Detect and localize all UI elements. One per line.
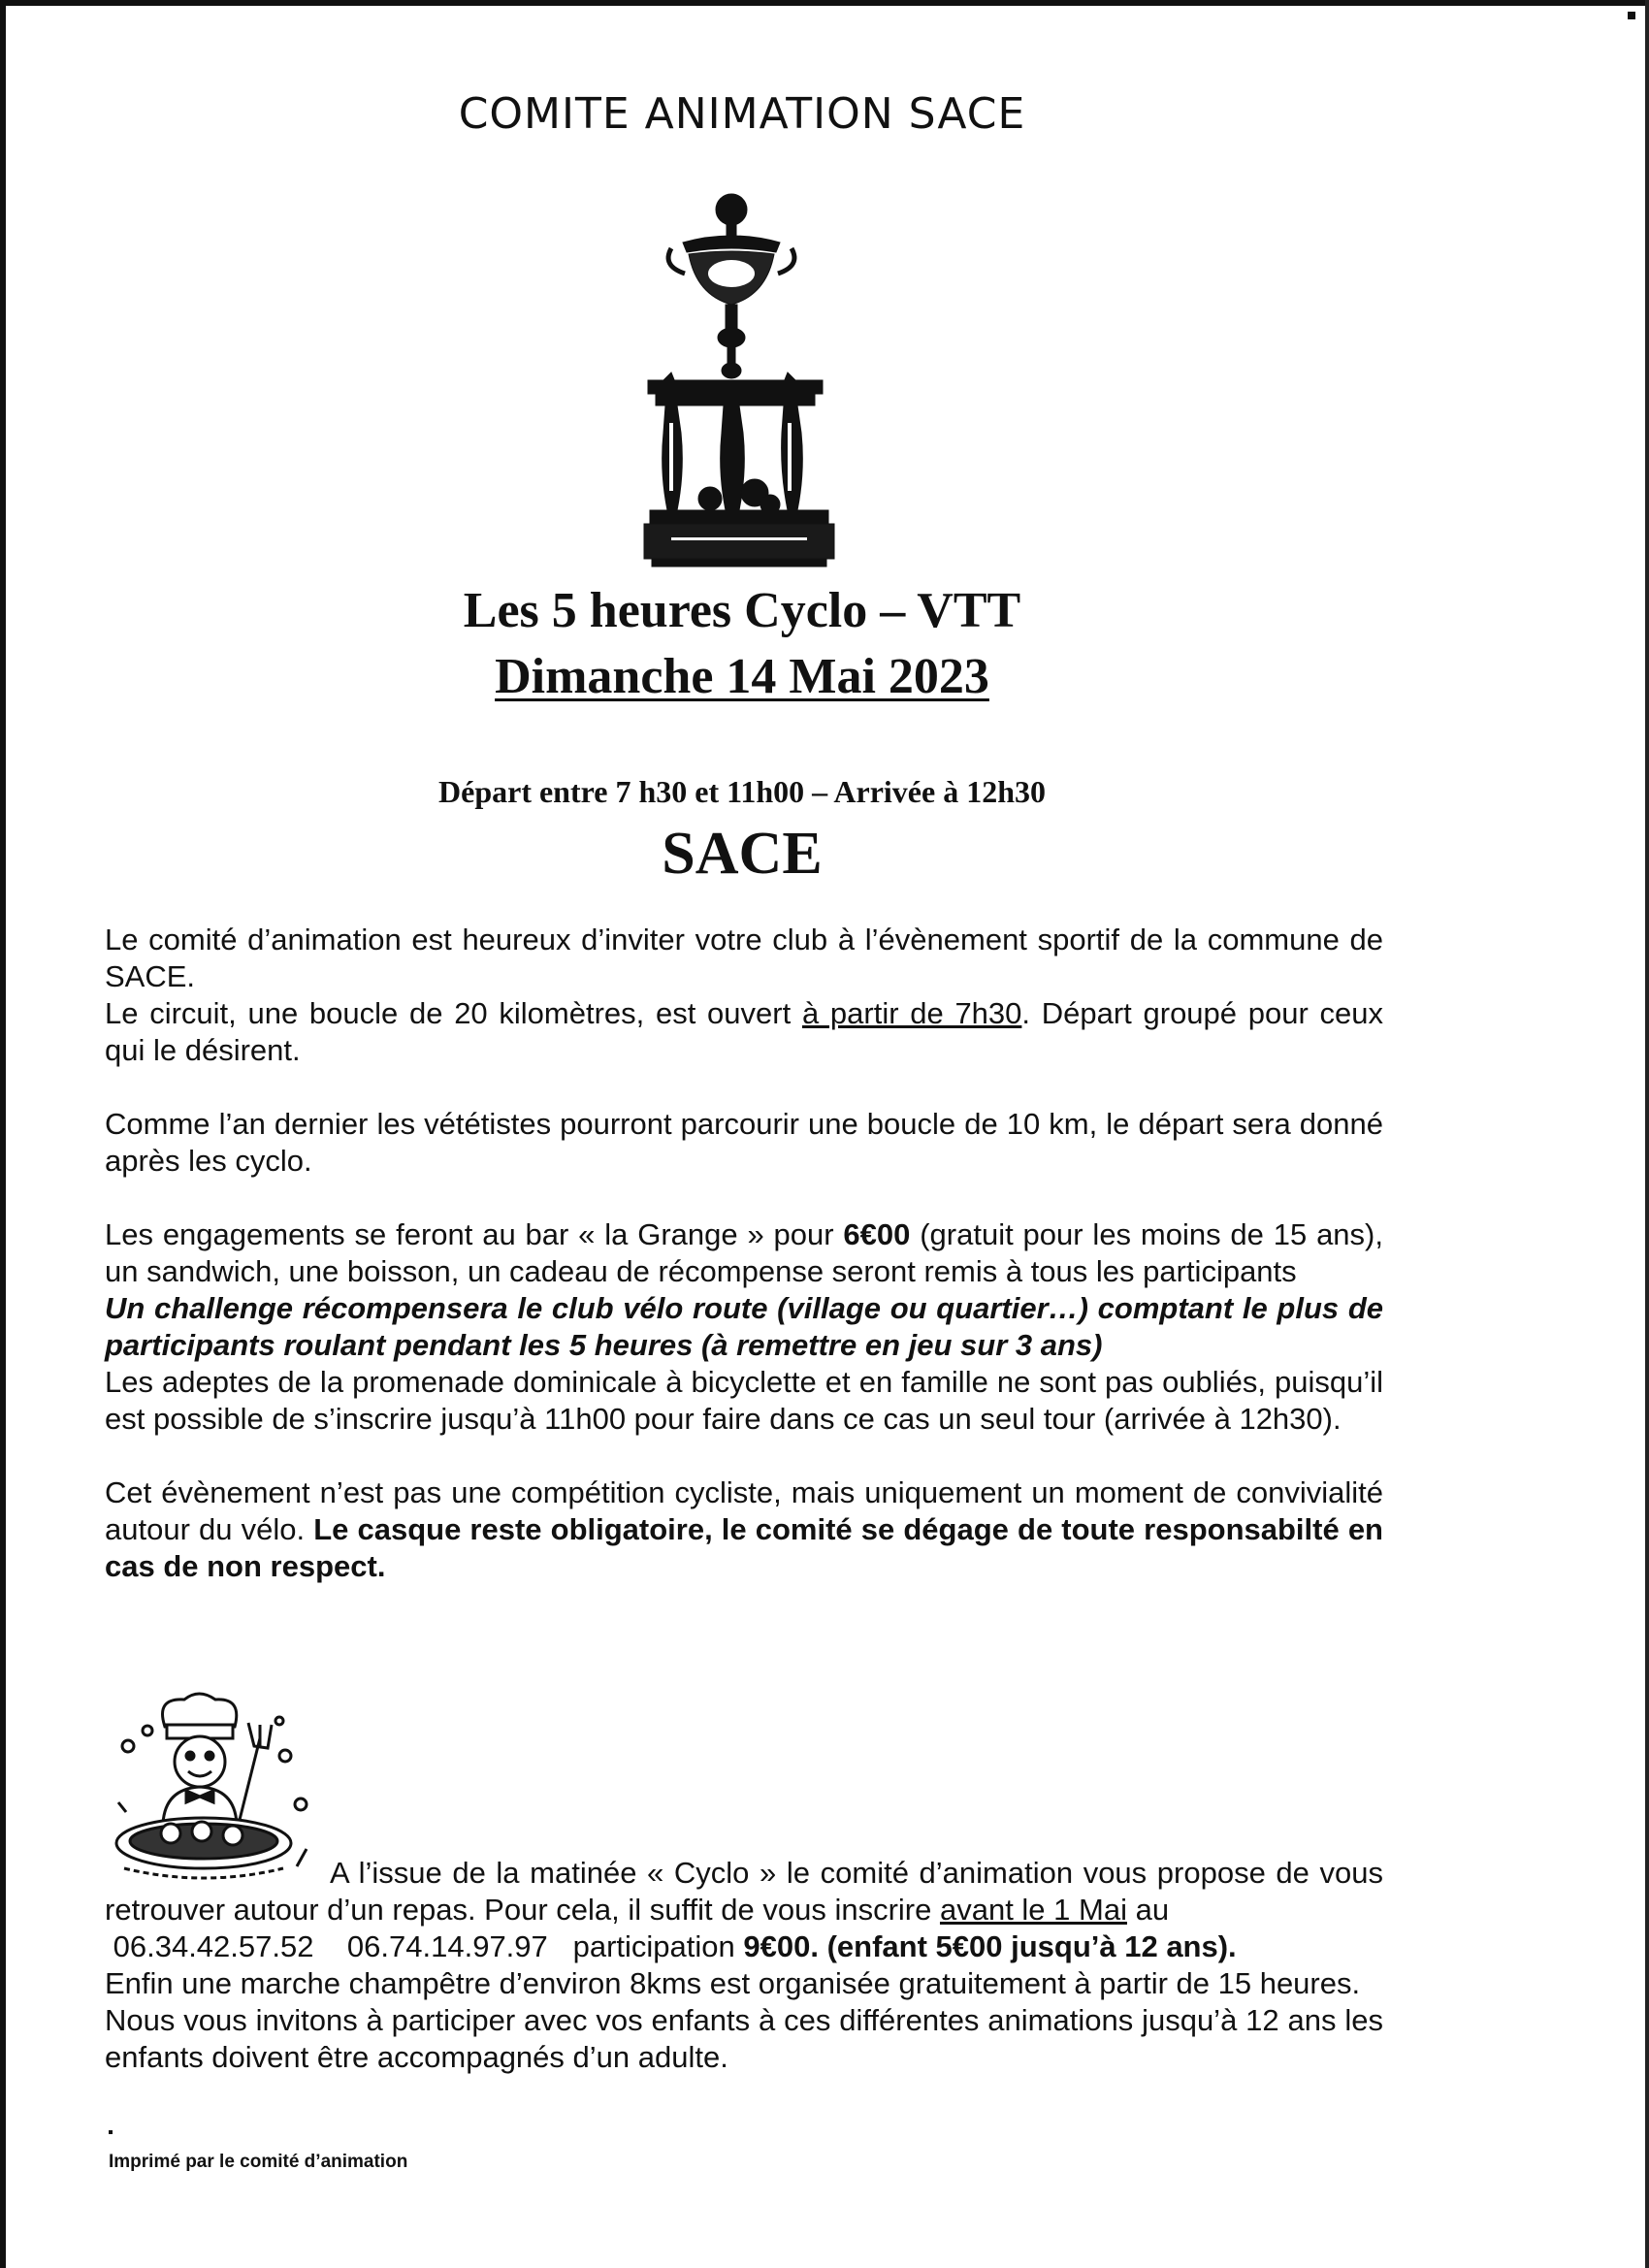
scan-mark — [1628, 12, 1635, 19]
event-title: Les 5 heures Cyclo – VTT — [463, 583, 1021, 638]
intro-paragraph: Le comité d’animation est heureux d’inviter votre club à l’évènement sportif de la commune de SACE. — [105, 923, 1383, 993]
entry-price: 6€00 — [843, 1217, 911, 1251]
departure-times: Départ entre 7 h30 et 11h00 – Arrivée à 12h30 — [438, 774, 1046, 809]
footer-dot — [109, 2130, 113, 2134]
registration-paragraph: Les engagements se feront au bar « la Grange » pour 6€00 (gratuit pour les moins de 15 ans), un sandwich, une boisson, un cadeau de récompense seront remis à tous les participants — [105, 1217, 1383, 1288]
walk-paragraph: Enfin une marche champêtre d’environ 8kms est organisée gratuitement à partir de 15 heures. — [105, 1966, 1361, 2000]
trophy-illustration — [642, 190, 836, 570]
scan-border-right — [1645, 0, 1649, 2268]
start-time: à partir de 7h30 — [801, 996, 1022, 1030]
meal-price: 9€00. (enfant 5€00 jusqu’à 12 ans). — [743, 1929, 1237, 1963]
vtt-paragraph: Comme l’an dernier les vététistes pourront parcourir une boucle de 10 km, le départ sera donné après les cyclo. — [105, 1107, 1383, 1178]
organizer-header: COMITE ANIMATION SACE — [458, 89, 1026, 139]
registration-deadline: avant le 1 Mai — [939, 1893, 1127, 1927]
scan-border-left — [0, 0, 6, 2268]
safety-paragraph: Cet évènement n’est pas une compétition cycliste, mais uniquement un moment de convivialité autour du vélo. Le casque reste obligatoire, le comité se dégage de toute responsabilté en cas de non respect. — [105, 1475, 1383, 1583]
event-date: Dimanche 14 Mai 2023 — [495, 649, 989, 704]
challenge-paragraph: Un challenge récompensera le club vélo route (village ou quartier…) comptant le plus de participants roulant pendant les 5 heures (à remettre en jeu sur 3 ans) — [105, 1291, 1383, 1362]
main-text — [105, 922, 1383, 1585]
event-place: SACE — [662, 821, 823, 887]
scan-border-top — [0, 0, 1649, 6]
printer-credit: Imprimé par le comité d’animation — [109, 2152, 408, 2172]
phone-numbers: 06.34.42.57.52 06.74.14.97.97 participation — [105, 1929, 744, 1963]
children-paragraph: Nous vous invitons à participer avec vos enfants à ces différentes animations jusqu’à 12 ans les enfants doivent être accompagnés d’un adulte. — [105, 2003, 1383, 2074]
circuit-paragraph: Le circuit, une boucle de 20 kilomètres, est ouvert à partir de 7h30. Départ groupé pour ceux qui le désirent. — [105, 996, 1383, 1067]
helmet-notice: Le casque reste obligatoire, le comité se dégage de toute responsabilté en cas de non respect. — [105, 1512, 1383, 1583]
meal-text — [105, 1855, 1383, 2076]
family-paragraph: Les adeptes de la promenade dominicale à bicyclette et en famille ne sont pas oubliés, puisqu’il est possible de s’inscrire jusqu’à 11h00 pour faire dans ce cas un seul tour (arrivée à 12h30). — [105, 1365, 1383, 1436]
meal-paragraph: A l’issue de la matinée « Cyclo » le comité d’animation vous propose de vous retrouver autour d’un repas. Pour cela, il suffit de vous inscrire avant le 1 Mai au 06.34.42.57.52 06.74.14.97.97 participation 9€00. (enfant 5€00 jusqu’à 12 ans). — [105, 1856, 1383, 1963]
